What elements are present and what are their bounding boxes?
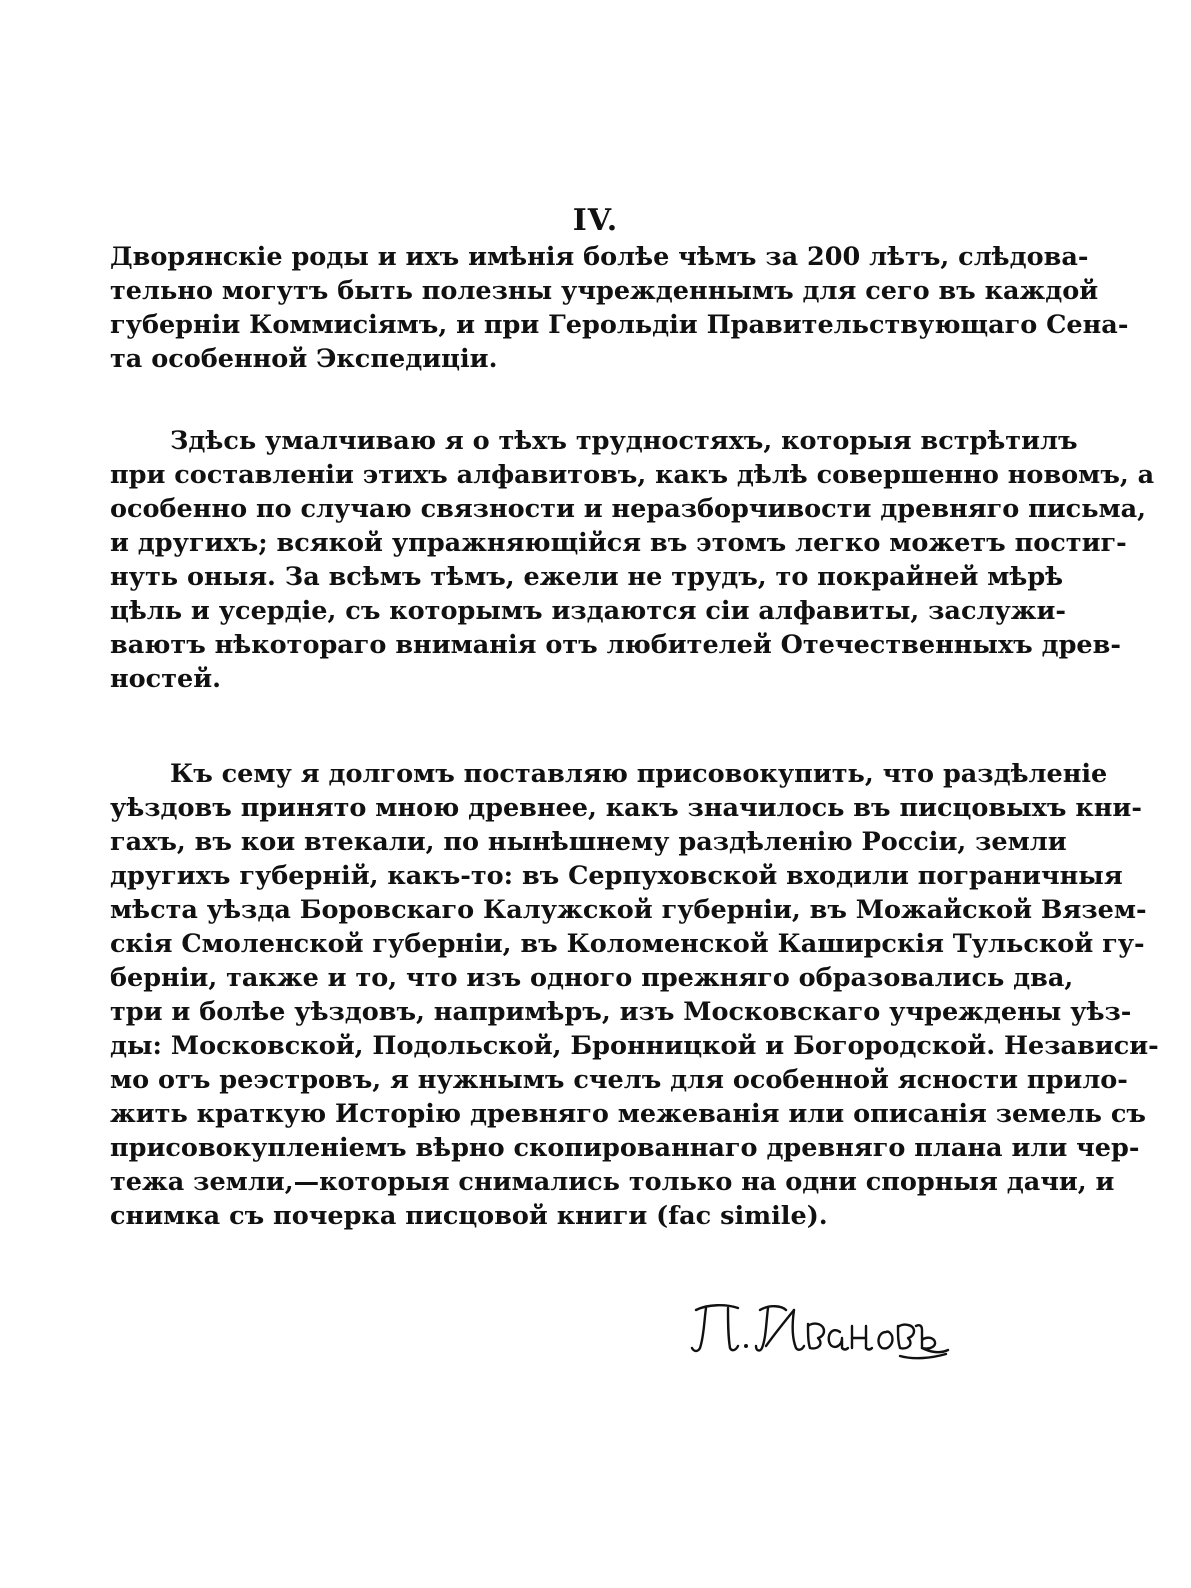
text-line: скія Смоленской губерніи, въ Коломенской Каширскія Тульской гу- (110, 929, 1145, 959)
paragraph-3 (110, 757, 1159, 1233)
text-line: ваютъ нѣкотораго вниманія отъ любителей Отечественныхъ древ- (110, 630, 1121, 660)
text-line: Дворянскіе роды и ихъ имѣнія болѣе чѣмъ за 200 лѣтъ, слѣдова- (110, 242, 1089, 272)
text-line: тельно могутъ быть полезны учрежденнымъ для сего въ каждой (110, 276, 1099, 306)
text-line: снимка съ почерка писцовой книги (fac simile). (110, 1201, 828, 1231)
handwritten-signature (690, 1296, 950, 1366)
text-line: присовокупленіемъ вѣрно скопированнаго древняго плана или чер- (110, 1133, 1140, 1163)
text-line: мѣста уѣзда Боровскаго Калужской губерніи, въ Можайской Вязем- (110, 895, 1147, 925)
text-line: ностей. (110, 664, 222, 694)
text-line: особенно по случаю связности и неразборчивости древняго письма, (110, 494, 1147, 524)
text-line: уѣздовъ принято мною древнее, какъ значилось въ писцовыхъ кни- (110, 793, 1142, 823)
text-line: мо отъ реэстровъ, я нужнымъ счелъ для особенной ясности прило- (110, 1065, 1128, 1095)
page-number: IV. (572, 203, 619, 238)
text-line: берніи, также и то, что изъ одного прежняго образовались два, (110, 963, 1074, 993)
text-line: тежа земли,—которыя снимались только на одни спорныя дачи, и (110, 1167, 1115, 1197)
text-line: Здѣсь умалчиваю я о тѣхъ трудностяхъ, которыя встрѣтилъ (170, 426, 1078, 456)
text-line: гахъ, въ кои втекали, по нынѣшнему раздѣленію Россіи, земли (110, 827, 1067, 857)
text-line: другихъ губерній, какъ-то: въ Серпуховской входили пограничныя (110, 861, 1123, 891)
text-line: ды: Московской, Подольской, Бронницкой и Богородской. Независи- (110, 1031, 1159, 1061)
text-line: Къ сему я долгомъ поставляю присовокупить, что раздѣленіе (170, 759, 1108, 789)
text-line: при составленіи этихъ алфавитовъ, какъ дѣлѣ совершенно новомъ, а (110, 460, 1155, 490)
text-line: нуть оныя. За всѣмъ тѣмъ, ежели не трудъ, то покрайней мѣрѣ (110, 562, 1064, 592)
text-line: та особенной Экспедиціи. (110, 344, 498, 374)
text-line: губерніи Коммисіямъ, и при Герольдіи Правительствующаго Сена- (110, 310, 1129, 340)
text-line: жить краткую Исторію древняго межеванія или описанія земель съ (110, 1099, 1146, 1129)
text-line: цѣль и усердіе, съ которымъ издаются сіи алфавиты, заслужи- (110, 596, 1067, 626)
signature-drawing (690, 1296, 950, 1366)
paragraph-1 (110, 240, 1129, 376)
text-line: три и болѣе уѣздовъ, напримѣръ, изъ Московскаго учреждены уѣз- (110, 997, 1132, 1027)
text-line: и другихъ; всякой упражняющійся въ этомъ легко можетъ постиг- (110, 528, 1127, 558)
paragraph-2 (110, 424, 1155, 696)
